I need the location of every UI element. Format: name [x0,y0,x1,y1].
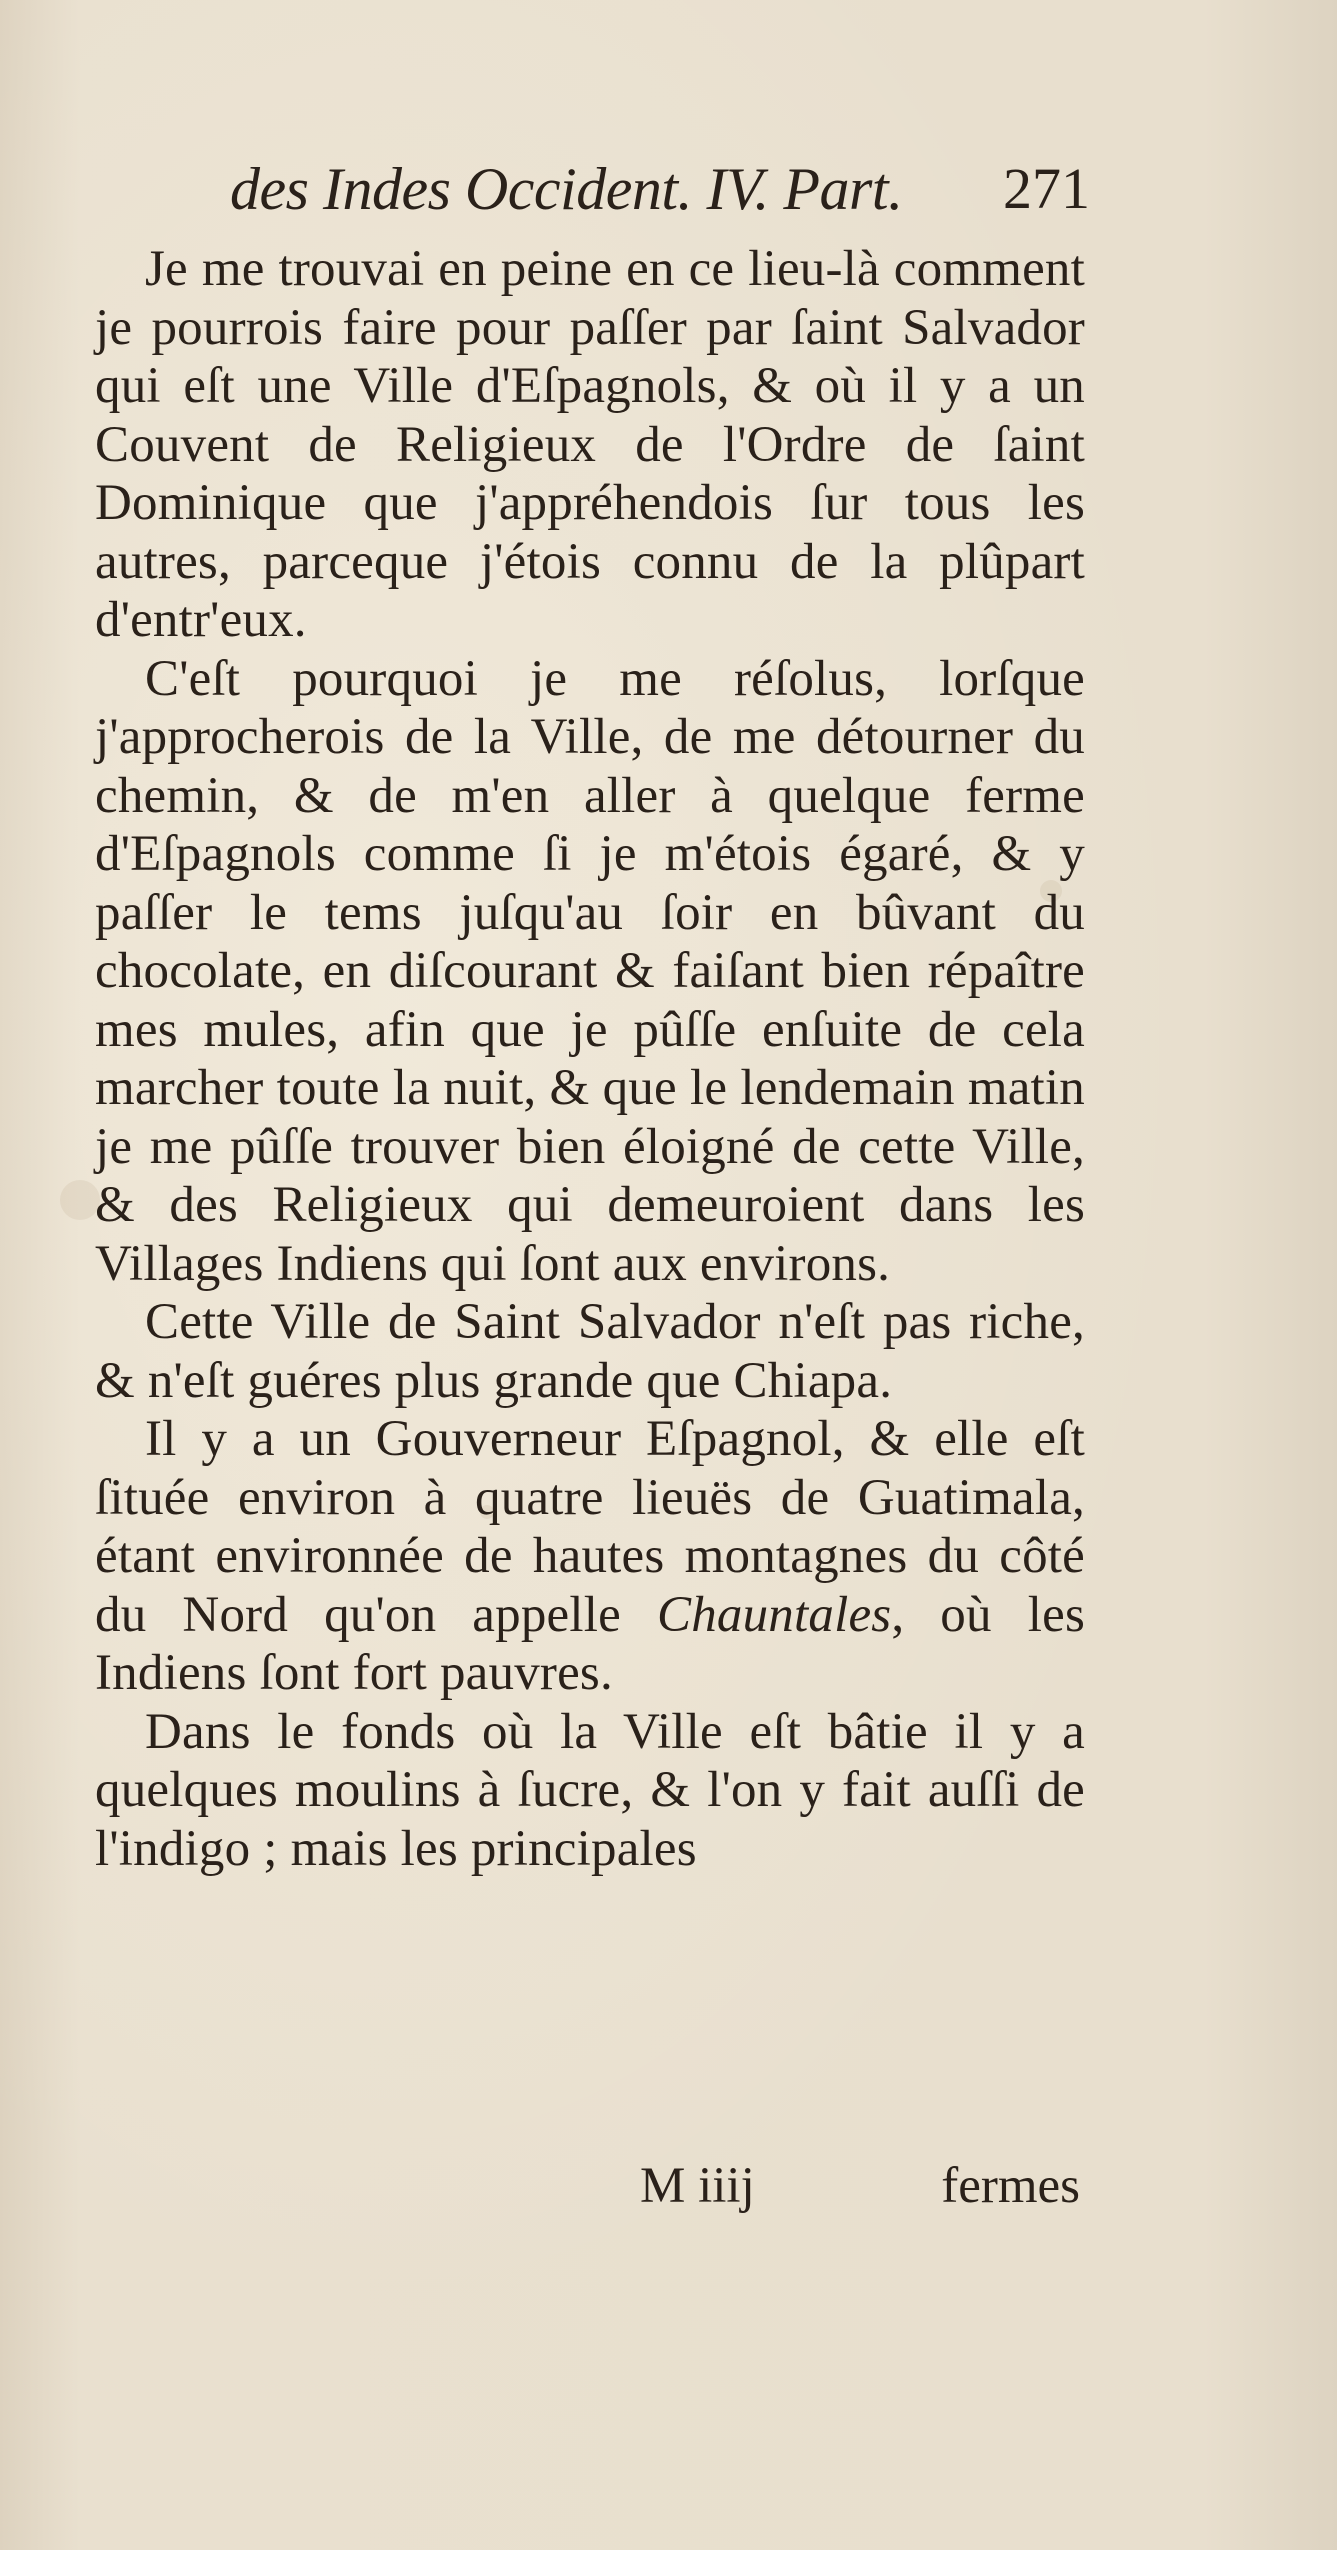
signature-mark: M iiij [640,2158,755,2214]
page-footer [640,2157,1080,2227]
paragraph-text: C'eſt pourquoi je me réſolus, lorſque j'approcherois de la Ville, de me détourner du chemin, & de m'en aller à quelque ferme d'Eſpagnols comme ſi je m'étois égaré, & y paſſer le tems juſqu'au ſoir en bûvant du chocolate, en diſcourant & faiſant bien répaître mes mules, afin que je pûſſe enſuite de cela marcher toute la nuit, & que le lendemain matin je me pûſſe trouver bien éloigné de cette Ville, & des Religieux qui demeuroient dans les Villages Indiens qui ſont aux environs. [95,650,1085,1292]
paragraph [95,1703,1085,1879]
paragraph-text: Dans le fonds où la Ville eſt bâtie il y a quelques moulins à ſucre, & l'on y fait auſſi de l'indigo ; mais les principales [95,1703,1085,1877]
page-header [230,155,1090,235]
paragraph-text: Il y a un Gouverneur Eſpagnol, & elle eſt ſituée environ à quatre lieuës de Guatimala, étant environnée de hautes montagnes du côté du Nord qu'on appelle [95,1411,1085,1643]
paragraph-text: Je me trouvai en peine en ce lieu-là comment je pourrois faire pour paſſer par ſaint Salvador qui eſt une Ville d'Eſpagnols, & où il y a un Couvent de Religieux de l'Ordre de ſaint Dominique que j'appréhendois ſur tous les autres, parceque j'étois connu de la plûpart d'entr'eux. [95,241,1085,648]
paragraph [95,650,1085,1294]
paragraph-text: , où les Indiens ſont fort pauvres. [95,1586,1085,1701]
paragraph [95,1410,1085,1703]
paper-stain [60,1180,100,1220]
paragraph-text: Cette Ville de Saint Salvador n'eſt pas riche, & n'eſt guéres plus grande que Chiapa. [95,1294,1085,1409]
italic-place-name: Chauntales [656,1586,892,1643]
paragraph [95,1293,1085,1410]
running-title: des Indes Occident. IV. Part. [230,156,903,222]
catchword: fermes [941,2158,1080,2214]
page-number: 271 [1003,156,1090,221]
body-text [95,240,1085,1878]
paragraph [95,240,1085,650]
